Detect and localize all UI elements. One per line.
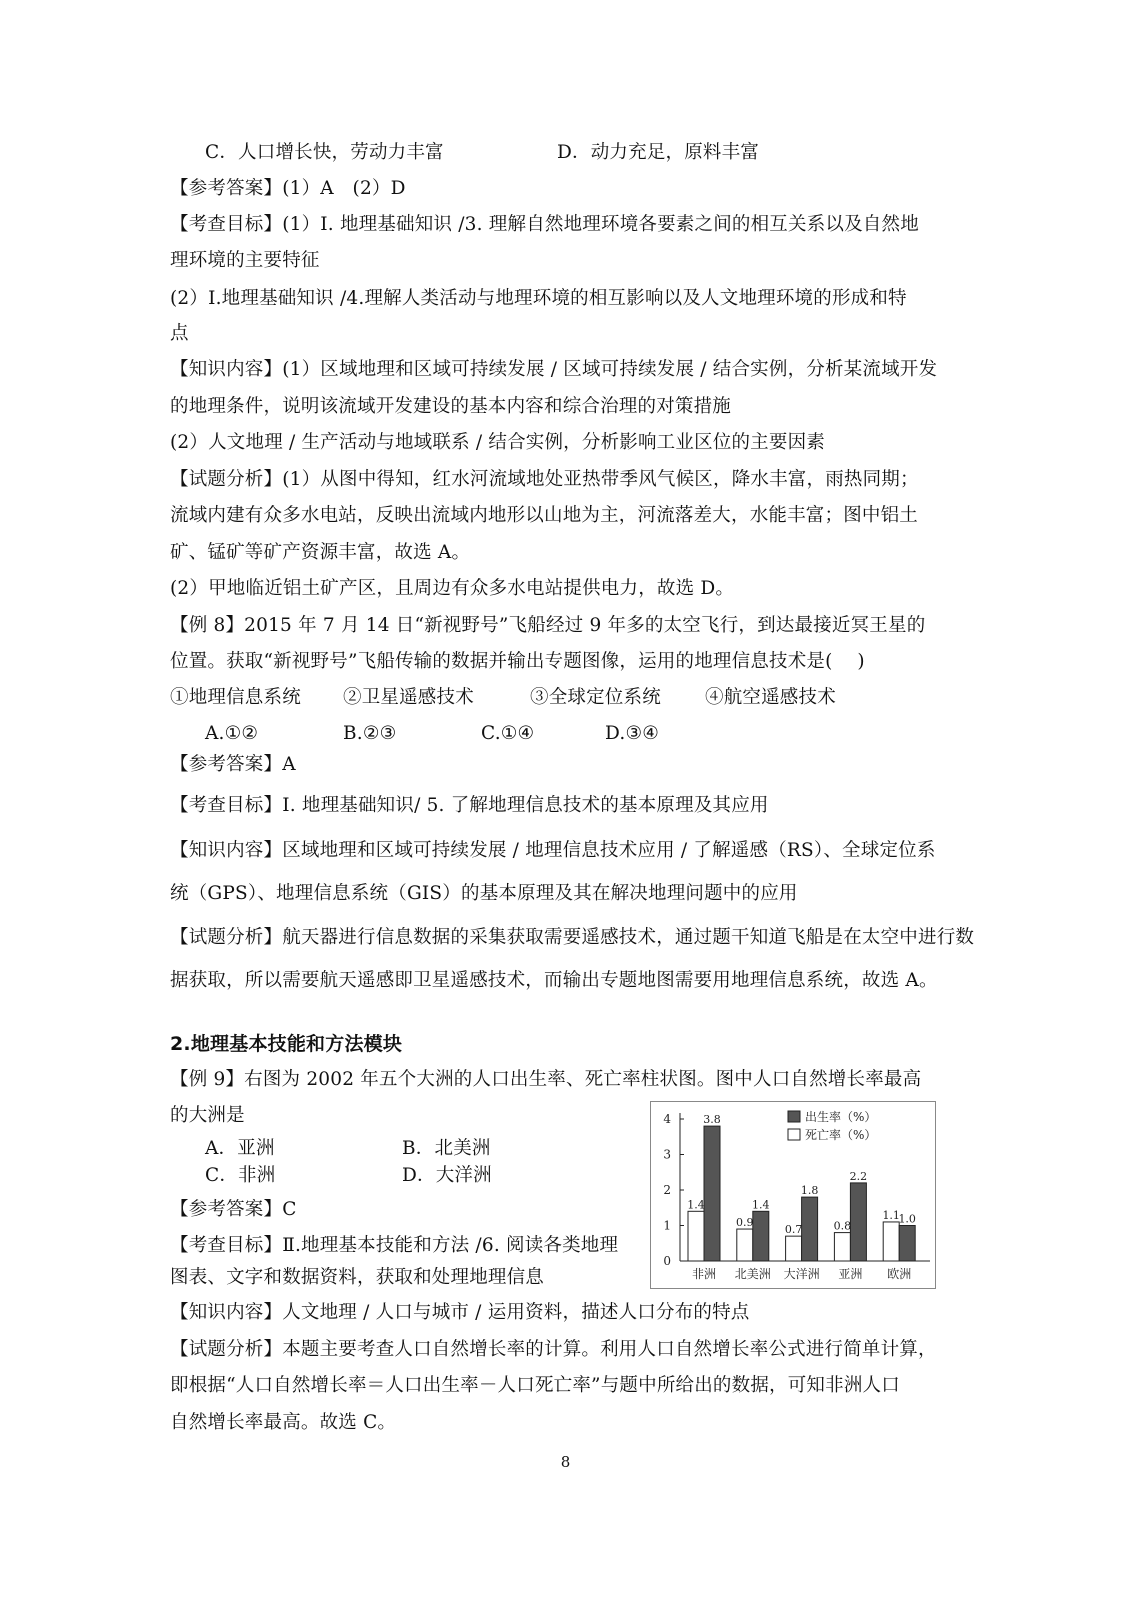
exam-objective-cont: 图表、文字和数据资料，获取和处理地理信息 <box>170 1267 545 1288</box>
legend-label-death: 死亡率（%） <box>805 1128 877 1142</box>
exam-objective: 【考查目标】I. 地理基础知识/ 5. 了解地理信息技术的基本原理及其应用 <box>170 795 769 816</box>
birth-rate-label: 1.0 <box>898 1212 916 1226</box>
reference-answer: 【参考答案】A <box>170 754 296 775</box>
death-rate-bar <box>737 1229 753 1261</box>
chart-svg <box>650 1101 936 1289</box>
y-tick-label: 4 <box>663 1112 671 1126</box>
reference-answer: 【参考答案】C <box>170 1199 297 1220</box>
x-tick-label: 亚洲 <box>838 1267 863 1281</box>
death-rate-label: 0.9 <box>736 1216 754 1230</box>
death-rate-label: 1.1 <box>882 1208 900 1222</box>
question-analysis-cont: 流域内建有众多水电站，反映出流域内地形以山地为主，河流落差大，水能丰富；图中铝土 <box>170 505 919 526</box>
x-tick-label: 非洲 <box>691 1267 717 1281</box>
exam-objective-2-cont: 点 <box>170 323 189 344</box>
y-tick-label: 1 <box>663 1218 671 1233</box>
page-number: 8 <box>560 1453 571 1471</box>
x-tick-label: 北美洲 <box>734 1267 771 1281</box>
question-analysis: 【试题分析】本题主要考查人口自然增长率的计算。利用人口自然增长率公式进行简单计算， <box>170 1339 937 1360</box>
birth-rate-label: 1.4 <box>752 1198 770 1212</box>
death-rate-label: 0.8 <box>833 1219 852 1233</box>
choice-3: ③全球定位系统 <box>530 687 661 708</box>
option-b: B．北美洲 <box>402 1138 491 1159</box>
knowledge-content-cont: 的地理条件，说明该流域开发建设的基本内容和综合治理的对策措施 <box>170 396 732 417</box>
y-tick-label: 2 <box>663 1183 671 1197</box>
option-a: A.①② <box>205 723 259 744</box>
x-tick-label: 大洋洲 <box>783 1267 820 1281</box>
death-rate-label: 1.4 <box>687 1198 705 1212</box>
example-8-cont: 位置。获取“新视野号”飞船传输的数据并输出专题图像，运用的地理信息技术是( ) <box>170 651 865 672</box>
y-tick-label: 0 <box>663 1254 671 1268</box>
exam-objective-cont: 理环境的主要特征 <box>170 250 320 271</box>
question-analysis-cont-2: 自然增长率最高。故选 C。 <box>170 1412 397 1433</box>
option-c: C．人口增长快，劳动力丰富 <box>205 142 444 163</box>
birth-rate-label: 3.8 <box>703 1113 721 1127</box>
option-d: D．大洋洲 <box>402 1165 492 1186</box>
death-rate-bar <box>786 1236 802 1261</box>
legend-swatch-death <box>788 1129 800 1140</box>
death-rate-label: 0.7 <box>784 1223 803 1237</box>
question-analysis-cont: 据获取，所以需要航天遥感即卫星遥感技术，而输出专题地图需要用地理信息系统，故选 A。 <box>170 970 938 991</box>
birth-rate-bar <box>704 1126 720 1261</box>
death-rate-bar <box>834 1233 850 1261</box>
y-tick-label: 3 <box>663 1147 671 1162</box>
birth-rate-label: 2.2 <box>849 1169 868 1183</box>
knowledge-content: 【知识内容】区域地理和区域可持续发展 / 地理信息技术应用 / 了解遥感（RS）、全球定位系 <box>170 840 936 861</box>
birth-rate-bar <box>899 1226 915 1262</box>
question-analysis-cont: 即根据“人口自然增长率＝人口出生率－人口死亡率”与题中所给出的数据，可知非洲人口 <box>170 1375 900 1396</box>
x-tick-label: 欧洲 <box>887 1267 912 1281</box>
question-analysis-2: (2）甲地临近铝土矿产区，且周边有众多水电站提供电力，故选 D。 <box>170 578 735 599</box>
exam-objective: 【考查目标】(1）I. 地理基础知识 /3. 理解自然地理环境各要素之间的相互关系以及自然地 <box>170 214 919 235</box>
death-rate-bar <box>883 1222 899 1261</box>
question-analysis: 【试题分析】(1）从图中得知，红水河流域地处亚热带季风气候区，降水丰富，雨热同期； <box>170 469 919 490</box>
birth-rate-bar <box>850 1183 866 1261</box>
option-d: D.③④ <box>605 723 660 744</box>
birth-death-rate-chart <box>650 1101 936 1289</box>
example-9: 【例 9】右图为 2002 年五个大洲的人口出生率、死亡率柱状图。图中人口自然增长率最高 <box>170 1069 922 1090</box>
knowledge-content: 【知识内容】(1）区域地理和区域可持续发展 / 区域可持续发展 / 结合实例，分析某流域开发 <box>170 359 938 380</box>
knowledge-content: 【知识内容】人文地理 / 人口与城市 / 运用资料，描述人口分布的特点 <box>170 1302 750 1323</box>
exam-objective-2: (2）I.地理基础知识 /4.理解人类活动与地理环境的相互影响以及人文地理环境的形成和特 <box>170 288 907 309</box>
death-rate-bar <box>688 1211 704 1261</box>
option-a: A．亚洲 <box>205 1138 275 1159</box>
birth-rate-label: 1.8 <box>800 1184 819 1198</box>
knowledge-content-2: (2）人文地理 / 生产活动与地域联系 / 结合实例，分析影响工业区位的主要因素 <box>170 432 825 453</box>
option-c: C．非洲 <box>205 1165 276 1186</box>
legend-label-birth: 出生率（%） <box>805 1110 877 1124</box>
option-c: C.①④ <box>481 723 535 744</box>
question-analysis-cont-2: 矿、锰矿等矿产资源丰富，故选 A。 <box>170 542 471 563</box>
choice-4: ④航空遥感技术 <box>705 687 836 708</box>
example-8: 【例 8】2015 年 7 月 14 日“新视野号”飞船经过 9 年多的太空飞行，到达最接近冥王星的 <box>170 615 926 636</box>
option-b: B.②③ <box>343 723 397 744</box>
reference-answer: 【参考答案】(1）A (2）D <box>170 178 406 199</box>
birth-rate-bar <box>802 1197 818 1261</box>
section-heading: 2.地理基本技能和方法模块 <box>170 1033 403 1055</box>
question-analysis: 【试题分析】航天器进行信息数据的采集获取需要遥感技术，通过题干知道飞船是在太空中进行数 <box>170 927 975 948</box>
legend-swatch-birth <box>788 1111 800 1122</box>
example-9-cont: 的大洲是 <box>170 1105 245 1126</box>
knowledge-content-cont: 统（GPS）、地理信息系统（GIS）的基本原理及其在解决地理问题中的应用 <box>170 883 798 904</box>
birth-rate-bar <box>753 1211 769 1261</box>
exam-objective: 【考查目标】Ⅱ.地理基本技能和方法 /6. 阅读各类地理 <box>170 1235 619 1256</box>
choice-1: ①地理信息系统 <box>170 687 301 708</box>
choice-2: ②卫星遥感技术 <box>343 687 474 708</box>
option-d: D．动力充足，原料丰富 <box>557 142 760 163</box>
